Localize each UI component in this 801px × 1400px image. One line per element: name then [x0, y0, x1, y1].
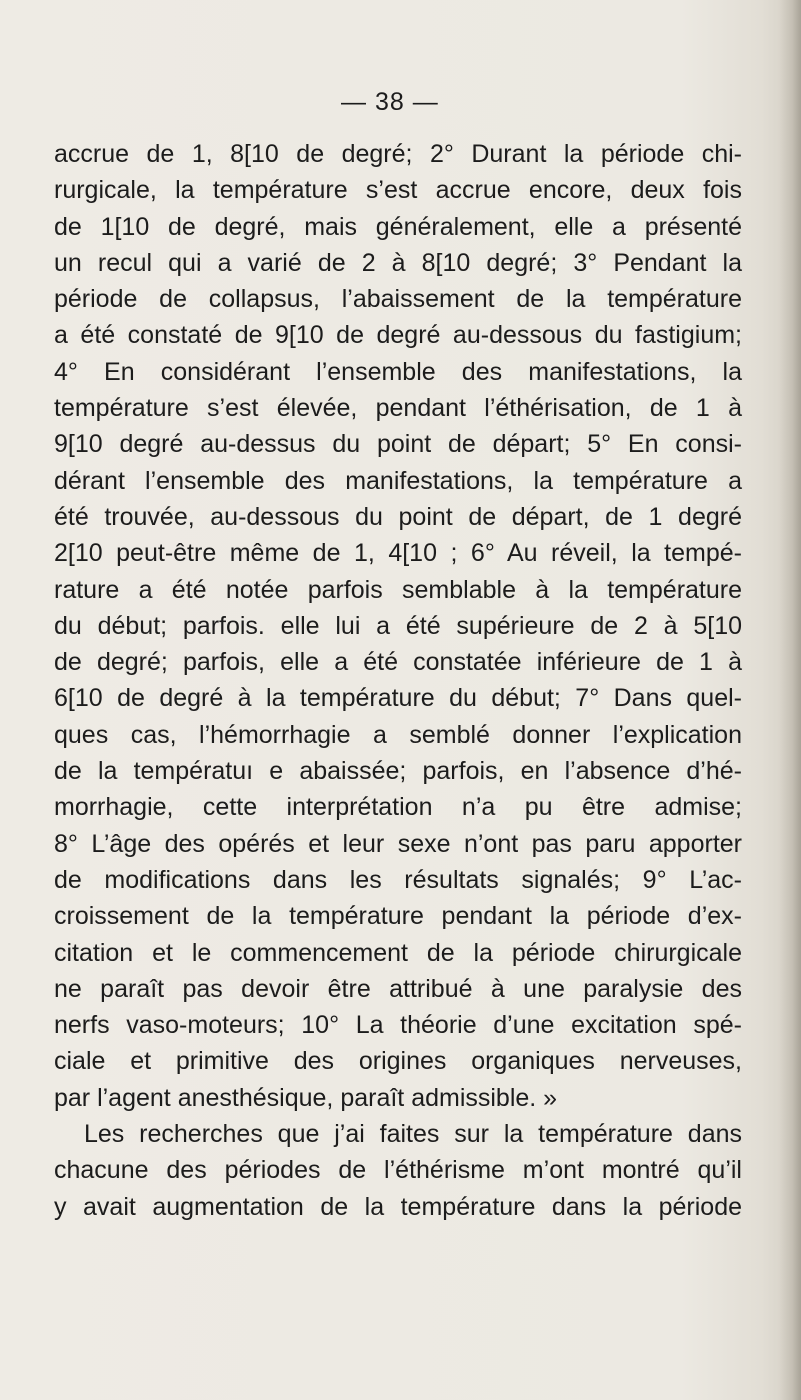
- page-edge-shadow: [779, 0, 801, 1400]
- text-line: du début; parfois. elle lui a été supérieure de 2 à 5[10: [54, 611, 742, 640]
- text-line: y avait augmentation de la température dans la période: [54, 1192, 742, 1221]
- text-line: température s’est élevée, pendant l’éthérisation, de 1 à: [54, 394, 742, 423]
- text-line: chacune des périodes de l’éthérisme m’ont montré qu’il: [54, 1156, 742, 1185]
- text-line: dérant l’ensemble des manifestations, la température a: [54, 466, 742, 495]
- text-line: été trouvée, au-dessous du point de départ, de 1 degré: [54, 502, 742, 531]
- text-line: de la températuı e abaissée; parfois, en l’absence d’hé-: [54, 757, 742, 786]
- text-line: de modifications dans les résultats signalés; 9° L’ac-: [54, 865, 742, 894]
- text-line: croissement de la température pendant la période d’ex-: [54, 902, 742, 931]
- text-line: a été constaté de 9[10 de degré au-dessous du fastigium;: [54, 321, 742, 350]
- text-line: 2[10 peut-être même de 1, 4[10 ; 6° Au réveil, la tempé-: [54, 539, 742, 568]
- text-line: ciale et primitive des origines organiques nerveuses,: [54, 1047, 742, 1076]
- text-line: 4° En considérant l’ensemble des manifestations, la: [54, 357, 742, 386]
- text-line: par l’agent anesthésique, paraît admissible. »: [54, 1083, 558, 1112]
- text-line: 8° L’âge des opérés et leur sexe n’ont pas paru apporter: [54, 829, 742, 858]
- text-line: période de collapsus, l’abaissement de la température: [54, 285, 742, 314]
- text-line: de degré; parfois, elle a été constatée inférieure de 1 à: [54, 648, 742, 677]
- text-line: 9[10 degré au-dessus du point de départ; 5° En consi-: [54, 430, 742, 459]
- text-line: rature a été notée parfois semblable à la température: [54, 575, 742, 604]
- text-line: ne paraît pas devoir être attribué à une paralysie des: [54, 974, 742, 1003]
- text-line: 6[10 de degré à la température du début; 7° Dans quel-: [54, 684, 742, 713]
- text-line: rurgicale, la température s’est accrue encore, deux fois: [54, 176, 742, 205]
- text-line: ques cas, l’hémorrhagie a semblé donner l’explication: [54, 720, 742, 749]
- text-line: un recul qui a varié de 2 à 8[10 degré; 3° Pendant la: [54, 248, 742, 277]
- text-line: de 1[10 de degré, mais généralement, elle a présenté: [54, 212, 742, 241]
- body-text: [54, 136, 742, 1225]
- text-line: nerfs vaso-moteurs; 10° La théorie d’une excitation spé-: [54, 1011, 742, 1040]
- text-line: citation et le commencement de la période chirurgicale: [54, 938, 742, 967]
- page-number: — 38 —: [341, 88, 439, 116]
- text-line: accrue de 1, 8[10 de degré; 2° Durant la période chi-: [54, 140, 742, 168]
- text-line: morrhagie, cette interprétation n’a pu être admise;: [54, 793, 742, 822]
- text-line: Les recherches que j’ai faites sur la température dans: [84, 1120, 742, 1149]
